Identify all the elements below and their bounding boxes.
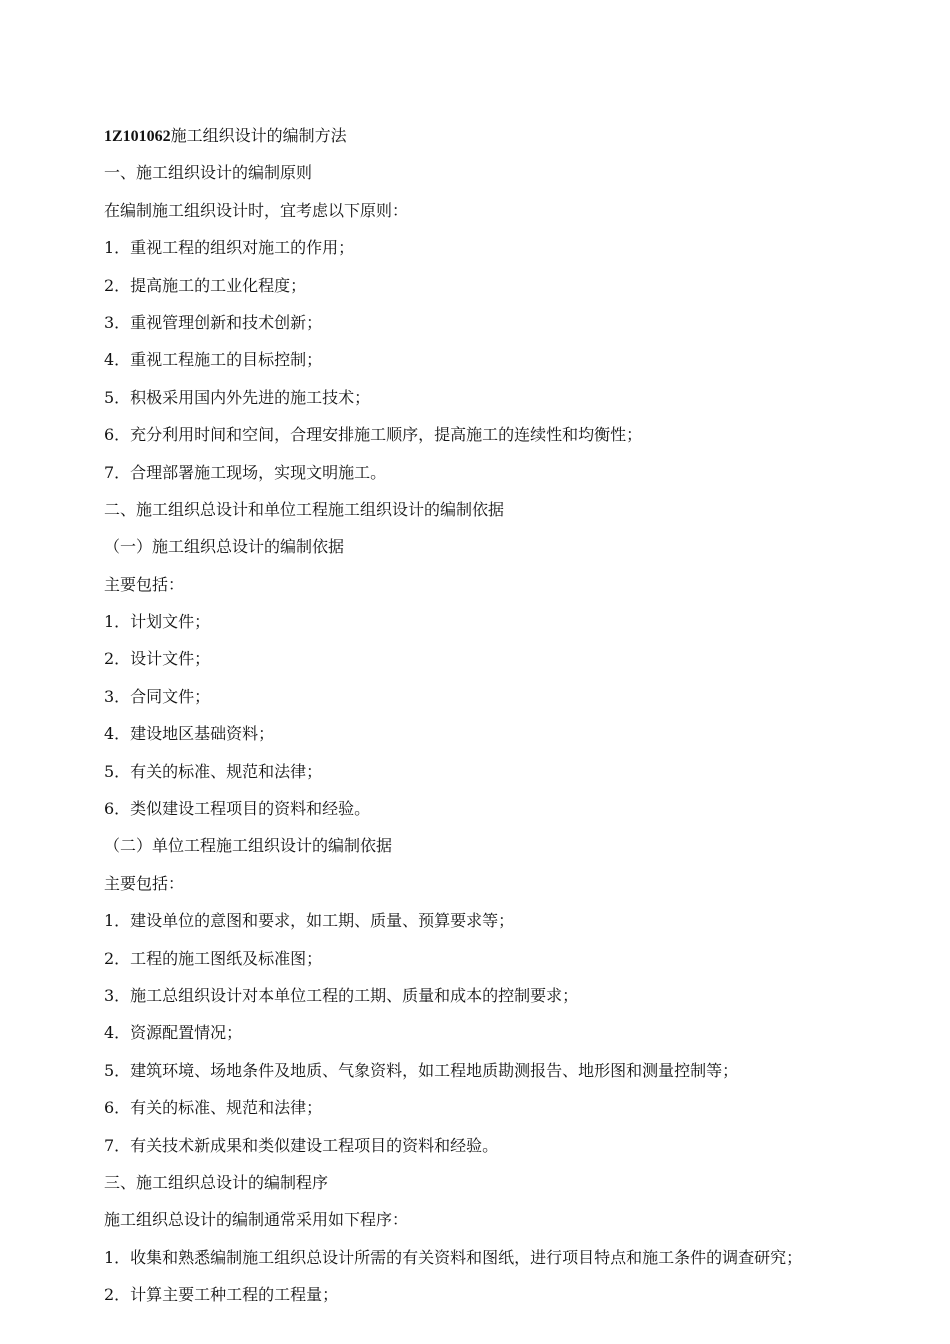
document-page	[104, 123, 904, 1320]
section2-title: 二、施工组织总设计和单位工程施工组织设计的编制依据	[104, 499, 505, 519]
section2-sub2-title: （二）单位工程施工组织设计的编制依据	[104, 836, 393, 856]
list-item: 4．重视工程施工的目标控制；	[104, 350, 323, 370]
list-item: 6．类似建设工程项目的资料和经验。	[104, 799, 371, 819]
list-item: 6．充分利用时间和空间，合理安排施工顺序，提高施工的连续性和均衡性；	[104, 425, 643, 445]
section2-sub2-intro: 主要包括：	[104, 873, 185, 893]
list-item: 7．合理部署施工现场，实现文明施工。	[104, 462, 387, 482]
list-item: 4．建设地区基础资料；	[104, 724, 275, 744]
section-heading	[104, 123, 904, 160]
list-item: 5．建筑环境、场地条件及地质、气象资料，如工程地质勘测报告、地形图和测量控制等；	[104, 1060, 739, 1080]
list-item: 5．积极采用国内外先进的施工技术；	[104, 387, 371, 407]
heading-title: 施工组织设计的编制方法	[170, 126, 347, 145]
list-item: 3．合同文件；	[104, 686, 211, 706]
list-item: 1．计划文件；	[104, 612, 211, 632]
list-item: 4．资源配置情况；	[104, 1023, 243, 1043]
list-item: 2．计算主要工种工程的工程量；	[104, 1285, 339, 1305]
section2-sub1-title: （一）施工组织总设计的编制依据	[104, 537, 345, 557]
list-item: 6．有关的标准、规范和法律；	[104, 1098, 323, 1118]
heading-code: 1Z101062	[104, 128, 171, 145]
list-item: 5．有关的标准、规范和法律；	[104, 761, 323, 781]
section3-intro: 施工组织总设计的编制通常采用如下程序：	[104, 1210, 409, 1230]
list-item: 2．设计文件；	[104, 649, 211, 669]
list-item: 2．工程的施工图纸及标准图；	[104, 948, 323, 968]
list-item: 7．有关技术新成果和类似建设工程项目的资料和经验。	[104, 1135, 499, 1155]
section1-intro: 在编制施工组织设计时，宜考虑以下原则：	[104, 200, 409, 220]
list-item: 3．重视管理创新和技术创新；	[104, 312, 323, 332]
list-item: 2．提高施工的工业化程度；	[104, 275, 307, 295]
section1-title: 一、施工组织设计的编制原则	[104, 163, 313, 183]
list-item: 3．施工总组织设计对本单位工程的工期、质量和成本的控制要求；	[104, 985, 579, 1005]
list-item: 1．建设单位的意图和要求，如工期、质量、预算要求等；	[104, 911, 515, 931]
list-item: 1．重视工程的组织对施工的作用；	[104, 238, 355, 258]
section3-title: 三、施工组织总设计的编制程序	[104, 1172, 329, 1192]
list-item: 1．收集和熟悉编制施工组织总设计所需的有关资料和图纸，进行项目特点和施工条件的调查研究；	[104, 1247, 803, 1267]
section2-sub1-intro: 主要包括：	[104, 574, 185, 594]
